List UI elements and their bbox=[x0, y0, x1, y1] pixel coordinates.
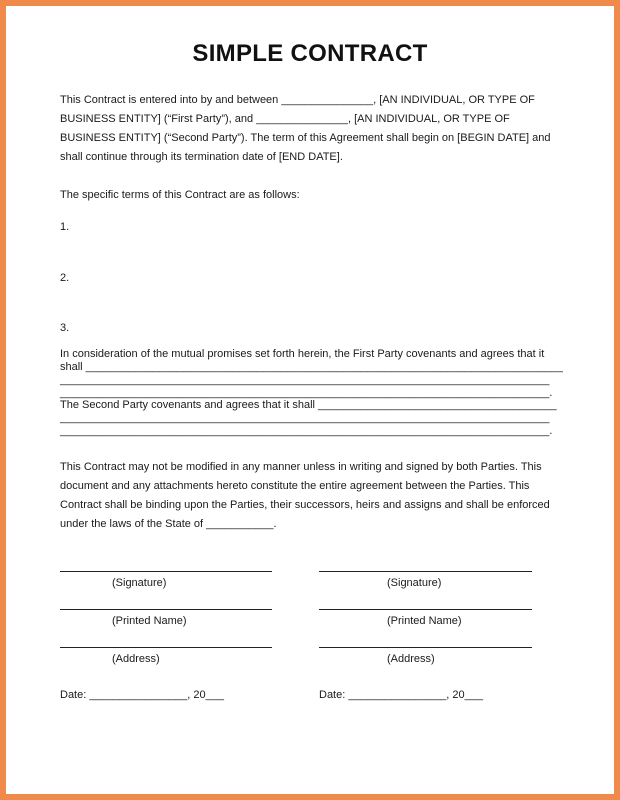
signature-label: (Signature) bbox=[387, 577, 442, 589]
intro-line-3: BUSINESS ENTITY] (“Second Party”). The term of this Agreement shall begin on [BEGIN DATE] and bbox=[60, 132, 551, 144]
consideration-line-1: In consideration of the mutual promises set forth herein, the First Party covenants and agrees that it bbox=[60, 348, 545, 360]
second-party-date-field[interactable]: Date: ________________, 20___ bbox=[319, 689, 483, 701]
closing-line-1: This Contract may not be modified in any manner unless in writing and signed by both Parties. This bbox=[60, 461, 542, 473]
consideration-line-3: ________________________________________________________________________________ bbox=[60, 374, 550, 386]
term-number-1: 1. bbox=[60, 221, 70, 233]
first-party-printed-name-field[interactable] bbox=[60, 609, 272, 628]
first-party-address-field[interactable] bbox=[60, 647, 272, 666]
intro-line-1: This Contract is entered into by and between _______________, [AN INDIVIDUAL, OR TYPE OF bbox=[60, 94, 535, 106]
signature-label: (Signature) bbox=[112, 577, 167, 589]
intro-line-2: BUSINESS ENTITY] (“First Party”), and _______________, [AN INDIVIDUAL, OR TYPE OF bbox=[60, 113, 510, 125]
terms-intro: The specific terms of this Contract are as follows: bbox=[60, 189, 300, 201]
second-party-line-1: The Second Party covenants and agrees that it shall _______________________________________ bbox=[60, 399, 557, 411]
consideration-line-2: shall ______________________________________________________________________________ bbox=[60, 361, 563, 373]
second-party-line-3: ________________________________________________________________________________. bbox=[60, 425, 553, 437]
first-party-date-field[interactable]: Date: ________________, 20___ bbox=[60, 689, 224, 701]
term-number-2: 2. bbox=[60, 272, 70, 284]
closing-line-4: under the laws of the State of ___________. bbox=[60, 518, 277, 530]
closing-line-3: Contract shall be binding upon the Parties, their successors, heirs and assigns and shall be enforced bbox=[60, 499, 550, 511]
consideration-line-4: ________________________________________________________________________________. bbox=[60, 387, 553, 399]
address-label: (Address) bbox=[387, 653, 435, 665]
contract-title: SIMPLE CONTRACT bbox=[192, 40, 428, 67]
first-party-signature-field[interactable] bbox=[60, 571, 272, 590]
printed-name-label: (Printed Name) bbox=[112, 615, 187, 627]
closing-line-2: document and any attachments hereto constitute the entire agreement between the Parties. This bbox=[60, 480, 530, 492]
second-party-line-2: ________________________________________________________________________________ bbox=[60, 412, 550, 424]
second-party-printed-name-field[interactable] bbox=[319, 609, 532, 628]
intro-line-4: shall continue through its termination date of [END DATE]. bbox=[60, 151, 343, 163]
second-party-signature-field[interactable] bbox=[319, 571, 532, 590]
term-number-3: 3. bbox=[60, 322, 70, 334]
second-party-address-field[interactable] bbox=[319, 647, 532, 666]
printed-name-label: (Printed Name) bbox=[387, 615, 462, 627]
address-label: (Address) bbox=[112, 653, 160, 665]
